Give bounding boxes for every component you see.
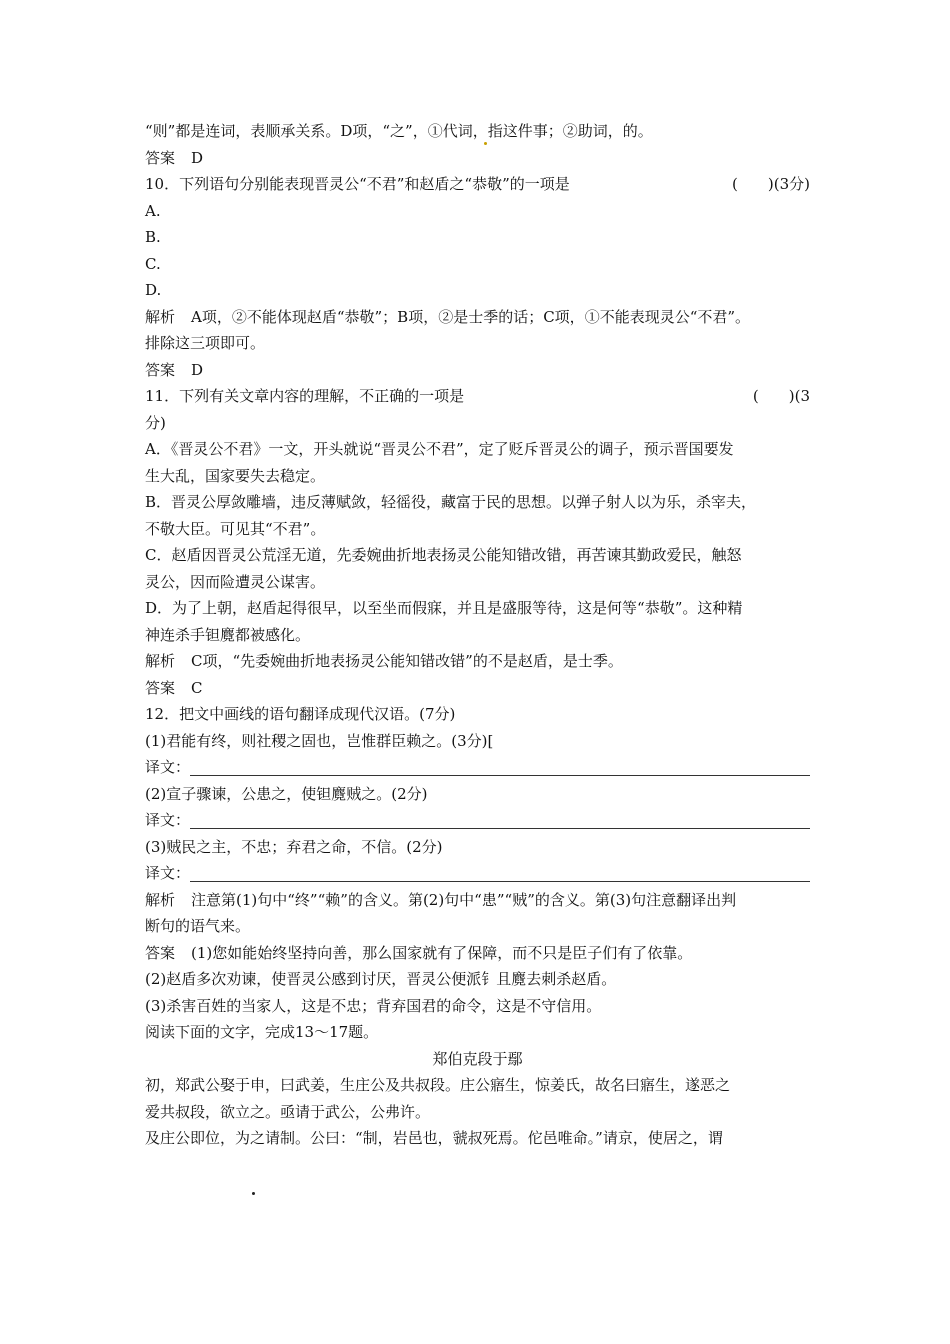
analysis-line	[145, 648, 810, 675]
text-line: 排除这三项即可。	[145, 334, 266, 352]
option-b: B.	[145, 228, 161, 246]
answer-line	[145, 145, 810, 172]
answer-value: D	[191, 148, 204, 167]
option-c: C.	[145, 254, 161, 273]
passage-line: 初，郑武公娶于申，曰武姜，生庄公及共叔段。庄公寤生，惊姜氏，故名曰寤生，遂恶之	[145, 1076, 731, 1094]
sentence-2: (2)宣子骤谏，公患之，使钽麑贼之。(2分)	[145, 784, 428, 803]
option-d: D．为了上朝，赵盾起得很早，以至坐而假寐，并且是盛服等待，这是何等“恭敬”。这种精	[145, 599, 743, 617]
text-line: 生大乱，国家要失去稳定。	[145, 466, 326, 485]
text-line: “则”都是连词，表顺承关系。D项，“之”，①代词，指这件事；②助词，的。	[145, 122, 653, 140]
option-d: D.	[145, 281, 162, 299]
passage-line: 及庄公即位，为之请制。公曰：“制，岩邑也，虢叔死焉。佗邑唯命。”请京，使居之，谓	[145, 1129, 723, 1147]
analysis-text: A项，②不能体现赵盾“恭敬”；B项，②是士季的话；C项，①不能表现灵公“不君”。	[191, 307, 751, 326]
answer-blank[interactable]	[190, 811, 810, 829]
answer-blank[interactable]	[190, 758, 810, 776]
question-10	[145, 171, 810, 198]
option-c: C．赵盾因晋灵公荒淫无道，先委婉曲折地表扬灵公能知错改错，再苦谏其勤政爱民，触怒	[145, 546, 742, 564]
analysis-line	[145, 887, 810, 914]
option-a: A.	[145, 201, 161, 220]
text-line: 灵公，因而险遭灵公谋害。	[145, 572, 326, 591]
question-marks: ( )(3	[752, 387, 810, 405]
stray-dot	[252, 1192, 255, 1195]
answer-text: (3)杀害百姓的当家人，这是不忠；背弃国君的命令，这是不守信用。	[145, 996, 602, 1015]
answer-value: C	[191, 678, 203, 697]
translation-label: 译文：	[145, 758, 191, 776]
analysis-label: 解析	[145, 307, 176, 326]
option-b: B．晋灵公厚敛雕墙，违反薄赋敛，轻徭役，藏富于民的思想。以弹子射人以为乐，杀宰夫，	[145, 493, 757, 511]
question-text: 10．下列语句分别能表现晋灵公“不君”和赵盾之“恭敬”的一项是	[145, 175, 570, 193]
answer-label: 答案	[145, 943, 176, 962]
text-line: 不敬大臣。可见其“不君”。	[145, 519, 326, 538]
reading-intro: 阅读下面的文字，完成13～17题。	[145, 1023, 379, 1041]
passage-title: 郑伯克段于鄢	[432, 1049, 523, 1068]
question-marks: ( )(3分)	[732, 175, 810, 193]
sentence-3: (3)贼民之主，不忠；弃君之命，不信。(2分)	[145, 837, 443, 856]
translation-label: 译文：	[145, 864, 191, 882]
analysis-line	[145, 304, 810, 331]
answer-text: (1)您如能始终坚持向善，那么国家就有了保障，而不只是臣子们有了依靠。	[191, 943, 693, 962]
answer-line	[145, 357, 810, 384]
answer-label: 答案	[145, 678, 176, 697]
answer-value: D	[191, 360, 204, 379]
text-line: 分)	[145, 413, 166, 432]
analysis-text: C项，“先委婉曲折地表扬灵公能知错改错”的不是赵盾，是士季。	[191, 652, 623, 670]
answer-blank[interactable]	[190, 864, 810, 882]
answer-label: 答案	[145, 360, 176, 379]
question-11	[145, 383, 810, 410]
translation-line	[145, 860, 810, 887]
translation-line	[145, 807, 810, 834]
text-line: 神连杀手钽麑都被感化。	[145, 625, 311, 644]
option-a: A．《晋灵公不君》一文，开头就说“晋灵公不君”，定了贬斥晋灵公的调子，预示晋国要发	[145, 440, 734, 458]
question-text: 11．下列有关文章内容的理解，不正确的一项是	[145, 387, 465, 405]
analysis-text: 注意第(1)句中“终”“赖”的含义。第(2)句中“患”“贼”的含义。第(3)句注意翻译出判	[191, 890, 737, 909]
analysis-label: 解析	[145, 890, 176, 909]
question-12: 12．把文中画线的语句翻译成现代汉语。(7分)	[145, 705, 456, 723]
answer-label: 答案	[145, 148, 176, 167]
translation-label: 译文：	[145, 811, 191, 829]
stray-dot	[484, 142, 487, 145]
passage-line: 爱共叔段，欲立之。亟请于武公，公弗许。	[145, 1102, 431, 1121]
analysis-label: 解析	[145, 652, 176, 670]
translation-line	[145, 754, 810, 781]
text-line: 断句的语气来。	[145, 917, 251, 935]
document-page	[145, 118, 810, 1152]
answer-line	[145, 940, 810, 967]
answer-line	[145, 675, 810, 702]
answer-text: (2)赵盾多次劝谏，使晋灵公感到讨厌，晋灵公便派钅且麑去刺杀赵盾。	[145, 970, 617, 988]
sentence-1: (1)君能有终，则社稷之固也，岂惟群臣赖之。(3分)[	[145, 731, 494, 750]
